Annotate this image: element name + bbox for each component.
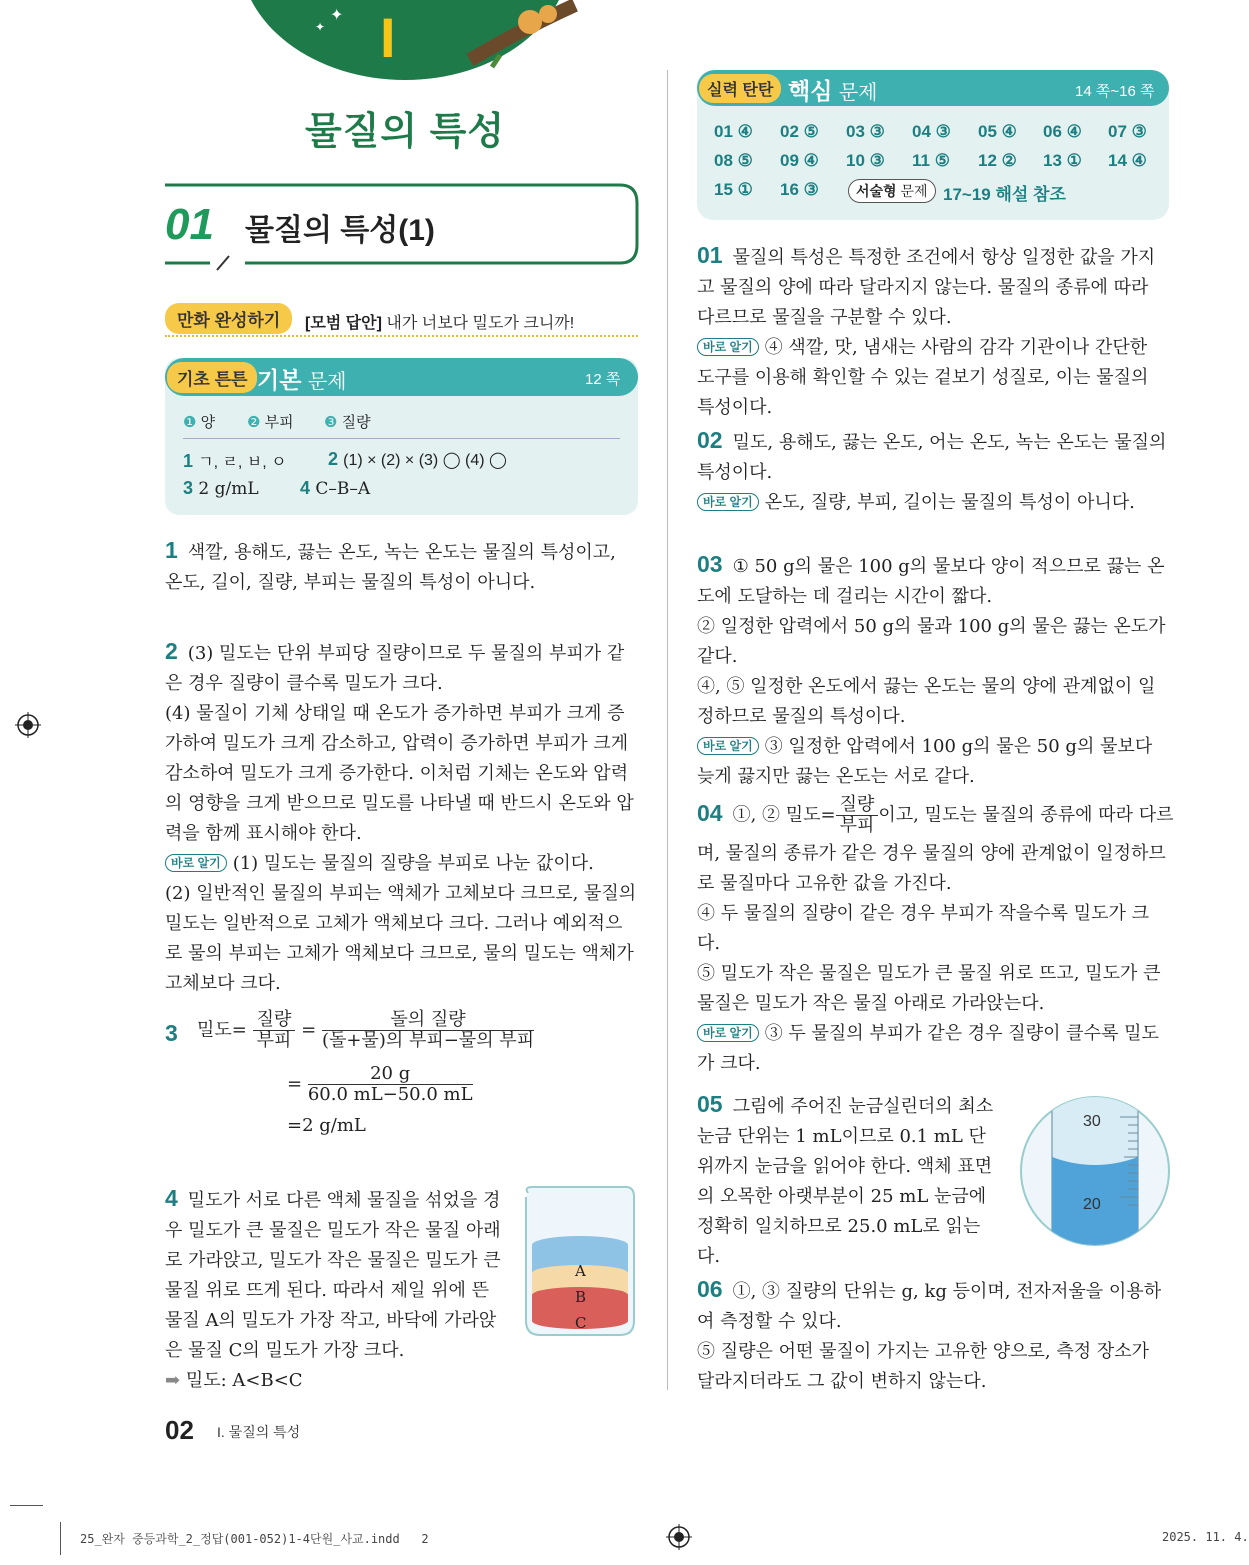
explanation-number: 05 [697, 1091, 723, 1117]
core-title-bold: 핵심 [788, 78, 833, 104]
explanation-paragraph: (2) 일반적인 물질의 부피는 액체가 고체보다 크므로, 물질의 밀도는 일반적으로 고체가 액체보다 크다. 그러나 예외적으로 물의 부피는 고체가 액체보다 크므로, 물의 밀도는 액체가 고체보다 크다. [165, 883, 637, 994]
manhwa-answer-label: [모범 답안] [305, 315, 382, 332]
fraction-top: 질량 [253, 1010, 296, 1031]
essay-badge [848, 179, 936, 203]
sparkle-icon: ✦ [315, 20, 326, 34]
explanation-number: 1 [165, 537, 178, 563]
registration-mark-icon [15, 712, 41, 738]
print-slug-file: 25_완자 중등과학_2_정답(001-052)1-4단원_사교.indd 2 [80, 1532, 429, 1546]
answer-choice: ③ [1131, 122, 1147, 141]
answer-choice: ⑤ [803, 122, 819, 141]
equation-lhs: 밀도= [197, 1019, 247, 1041]
answer-number: 13 [1043, 151, 1062, 170]
tip-text: ③ 일정한 압력에서 100 g의 물은 50 g의 물보다 늦게 끓지만 끓는 온도는 서로 같다. [697, 736, 1153, 787]
blank-mark: ❷ [247, 414, 261, 431]
manhwa-answer-text: 내가 너보다 밀도가 크니까! [386, 315, 575, 332]
scale-label: 20 [1083, 1196, 1101, 1213]
explanation-number: 04 [697, 799, 723, 826]
answer-number: 07 [1108, 122, 1127, 141]
answer-number: 08 [714, 151, 733, 170]
core-answer [1108, 151, 1147, 171]
explanation-05 [697, 1089, 1002, 1272]
explanation-paragraph [165, 636, 638, 699]
unit-title: 물질의 특성 [305, 111, 506, 153]
arrow-icon: ➡ [165, 1370, 181, 1391]
equation-result: =2 g/mL [287, 1115, 366, 1136]
branch-illustration [460, 0, 580, 75]
explanation-text: (3) 밀도는 단위 부피당 질량이므로 두 물질의 부피가 같은 경우 질량이 클수록 밀도가 크다. [165, 643, 625, 694]
core-answer [1043, 151, 1082, 171]
blank-mark: ❸ [324, 414, 338, 431]
fraction-bottom: (돌+물)의 부피−물의 부피 [321, 1030, 535, 1051]
basic-pages: 12 쪽 [585, 371, 621, 388]
core-answer [714, 151, 753, 171]
explanation-number: 2 [165, 638, 178, 664]
crop-mark [60, 1522, 61, 1555]
fraction-bottom: 부피 [839, 815, 875, 836]
core-answer [1108, 122, 1147, 142]
basic-answer [328, 449, 507, 470]
answer-number: 2 [328, 449, 339, 469]
explanation-text: 밀도, 용해도, 끓는 온도, 어는 온도, 녹는 온도는 물질의 특성이다. [697, 432, 1167, 483]
basic-title-bold: 기본 [257, 367, 302, 393]
explanation-number: 01 [697, 242, 723, 268]
explanation-4 [165, 1183, 505, 1396]
explanation-2 [165, 636, 638, 999]
tip-line [697, 488, 1169, 518]
blank-item [247, 411, 294, 432]
basic-badge: 기초 튼튼 [167, 362, 257, 393]
registration-mark-icon [666, 1524, 692, 1550]
answer-text: C–B–A [315, 479, 371, 499]
tip-tag: 바로 알기 [165, 854, 227, 872]
explanation-text: 물질의 특성은 특정한 조건에서 항상 일정한 값을 가지고 물질의 양에 따라 달라지지 않는다. 물질의 종류에 따라 다르므로 물질을 구분할 수 있다. [697, 247, 1156, 328]
page-label: I. 물질의 특성 [217, 1424, 301, 1440]
layer-label: C [575, 1314, 587, 1332]
answer-number: 10 [846, 151, 865, 170]
explanation-1 [165, 535, 638, 598]
explanation-04 [697, 794, 1174, 1079]
explanation-paragraph: ⑤ 밀도가 작은 물질은 밀도가 큰 물질 위로 뜨고, 밀도가 큰 물질은 밀도가 작은 물질 아래로 가라앉는다. [697, 963, 1161, 1014]
layer-label: A [575, 1262, 586, 1280]
core-badge: 실력 탄탄 [699, 74, 781, 103]
explanation-paragraph: ④ 두 물질의 질량이 같은 경우 부피가 작을수록 밀도가 크다. [697, 903, 1150, 954]
column-divider [667, 70, 668, 1390]
manhwa-answer [305, 310, 574, 333]
basic-title [257, 362, 346, 395]
tip-text: 온도, 질량, 부피, 길이는 물질의 특성이 아니다. [764, 492, 1135, 513]
basic-answer [300, 478, 370, 499]
manhwa-badge: 만화 완성하기 [165, 303, 292, 334]
blank-text: 양 [200, 414, 216, 431]
essay-badge-bold: 서술형 [856, 183, 897, 199]
tip-text: ④ 색깔, 맛, 냄새는 사람의 감각 기관이나 간단한 도구를 이용해 확인할 수 있는 겉보기 성질로, 이는 물질의 특성이다. [697, 337, 1149, 418]
answer-number: 4 [300, 478, 311, 498]
explanation-paragraph: 며, 물질의 종류가 같은 경우 물질의 양에 관계없이 일정하므로 물질마다 고유한 값을 가진다. [697, 843, 1166, 894]
page-number: 02 [165, 1415, 194, 1445]
tip-tag: 바로 알기 [697, 1024, 759, 1042]
explanation-paragraph: ⑤ 질량은 어떤 물질이 가지는 고유한 양으로, 측정 장소가 달라지더라도 그 값이 변하지 않는다. [697, 1341, 1150, 1392]
fraction [253, 1010, 296, 1051]
explanation-text: ①, ② 밀도= [732, 804, 836, 826]
explanation-text: ① 50 g의 물은 100 g의 물보다 양이 적으므로 끓는 온도에 도달하는 데 걸리는 시간이 짧다. [697, 556, 1165, 607]
explanation-number: 03 [697, 551, 723, 577]
answer-choice: ③ [869, 151, 885, 170]
answer-number: 11 [912, 151, 930, 170]
equals: = [301, 1019, 317, 1041]
core-answer [1043, 122, 1082, 142]
blank-text: 질량 [341, 414, 371, 431]
tip-tag: 바로 알기 [697, 338, 759, 356]
explanation-01 [697, 240, 1169, 423]
blank-item [183, 411, 215, 432]
explanation-number: 3 [165, 1020, 178, 1046]
answer-choice: ③ [935, 122, 951, 141]
section-number: 01 [165, 200, 214, 249]
unit-numeral: I [380, 6, 396, 69]
section-title: 물질의 특성(1) [245, 214, 435, 247]
fraction [836, 795, 879, 836]
answer-number: 05 [978, 122, 997, 141]
blank-item [324, 411, 371, 432]
answer-choice: ④ [1131, 151, 1147, 170]
basic-answer [183, 478, 259, 499]
core-answer [846, 151, 885, 171]
answer-number: 02 [780, 122, 799, 141]
explanation-paragraph: ④, ⑤ 일정한 온도에서 끓는 온도는 물의 양에 관계없이 일정하므로 물질의 특성이다. [697, 676, 1156, 727]
fraction [308, 1064, 473, 1105]
explanation-paragraph [697, 794, 1174, 839]
answer-choice: ④ [1066, 122, 1082, 141]
answer-text: 2 g/mL [198, 479, 259, 499]
answer-choice: ④ [803, 151, 819, 170]
answer-choice: ① [1066, 151, 1082, 170]
answer-number: 04 [912, 122, 931, 141]
answer-number: 16 [780, 180, 799, 199]
basic-answer [183, 449, 287, 472]
equation-line-2 [287, 1064, 473, 1105]
fraction-top: 돌의 질량 [322, 1010, 534, 1031]
scale-label: 30 [1083, 1113, 1101, 1130]
explanation-06 [697, 1274, 1169, 1397]
dotted-divider [165, 335, 638, 337]
answer-number: 01 [714, 122, 733, 141]
fraction [322, 1010, 534, 1051]
core-pages: 14 쪽~16 쪽 [1075, 83, 1155, 100]
explanation-paragraph [697, 1274, 1169, 1337]
explanation-number: 02 [697, 427, 723, 453]
fraction-bottom: 60.0 mL−50.0 mL [307, 1084, 473, 1105]
answer-number: 12 [978, 151, 997, 170]
layer-label: B [575, 1288, 587, 1306]
answer-choice: ① [737, 180, 753, 199]
tip-line [165, 849, 638, 879]
explanation-number: 06 [697, 1276, 723, 1302]
blank-mark: ❶ [183, 414, 197, 431]
basic-title-rest: 문제 [307, 371, 347, 393]
explanation-text: 밀도가 서로 다른 액체 물질을 섞었을 경우 밀도가 큰 물질은 밀도가 작은 물질 아래로 가라앉고, 밀도가 작은 물질은 밀도가 큰 물질 위로 뜨게 된다. 따라서 제일 위에 뜬 물질 A의 밀도가 가장 작고, 바닥에 가라앉은 물질 C의 밀도가 가장 크다. [165, 1190, 501, 1361]
core-answer [714, 180, 753, 200]
core-title-rest: 문제 [838, 82, 878, 104]
core-answer [978, 122, 1017, 142]
fraction-bottom: 부피 [256, 1030, 292, 1051]
core-answer [912, 122, 951, 142]
answer-number: 03 [846, 122, 865, 141]
answer-number: 15 [714, 180, 733, 199]
explanation-02 [697, 425, 1169, 518]
core-title [788, 73, 877, 106]
explanation-text: ①, ③ 질량의 단위는 g, kg 등이며, 전자저울을 이용하여 측정할 수 있다. [697, 1281, 1162, 1332]
core-answer [978, 151, 1017, 171]
print-slug-date: 2025. 11. 4. [1162, 1530, 1249, 1544]
answer-number: 3 [183, 478, 194, 498]
answer-number: 06 [1043, 122, 1062, 141]
tip-tag: 바로 알기 [697, 737, 759, 755]
core-answer [714, 122, 753, 142]
answer-choice: ④ [1001, 122, 1017, 141]
answer-number: 09 [780, 151, 799, 170]
explanation-paragraph: (4) 물질이 기체 상태일 때 온도가 증가하면 부피가 크게 증가하여 밀도가 크게 감소하고, 압력이 증가하면 부피가 크게 감소하여 밀도가 크게 증가한다. 이처럼 기체는 온도와 압력의 영향을 크게 받으므로 밀도를 나타낼 때 반드시 온도와 압력을 함께 표시해야 한다. [165, 703, 634, 844]
explanation-text: 그림에 주어진 눈금실린더의 최소 눈금 단위는 1 mL이므로 0.1 mL 단위까지 눈금을 읽어야 한다. 액체 표면의 오목한 아랫부분이 25 mL 눈금에 정확히 일치하므로 25.0 mL로 읽는다. [697, 1096, 994, 1267]
basic-divider [183, 438, 620, 439]
core-answer [780, 122, 819, 142]
answer-text: ㄱ, ㄹ, ㅂ, ㅇ [198, 454, 287, 471]
explanation-paragraph: ② 일정한 압력에서 50 g의 물과 100 g의 물은 끓는 온도가 같다. [697, 616, 1166, 667]
answer-choice: ③ [869, 122, 885, 141]
equals: = [287, 1073, 303, 1095]
equation-line-1 [197, 1010, 534, 1051]
fraction-top: 질량 [836, 795, 879, 816]
conclusion [165, 1366, 505, 1396]
answer-text: (1) × (2) × (3) ◯ (4) ◯ [343, 452, 507, 469]
sparkle-icon: ✦ [330, 5, 344, 24]
answer-choice: ② [1001, 151, 1017, 170]
blank-text: 부피 [264, 414, 294, 431]
tip-text: ③ 두 물질의 부피가 같은 경우 질량이 클수록 밀도가 크다. [697, 1023, 1159, 1074]
core-answer [912, 151, 950, 171]
explanation-paragraph [697, 549, 1169, 612]
tip-tag: 바로 알기 [697, 493, 759, 511]
conclusion-text: 밀도: A<B<C [185, 1370, 303, 1391]
core-answer [780, 180, 819, 200]
explanation-text: 색깔, 용해도, 끓는 온도, 녹는 온도는 물질의 특성이고, 온도, 길이, 질량, 부피는 물질의 특성이 아니다. [165, 542, 616, 593]
essay-text: 17~19 해설 참조 [943, 185, 1066, 204]
tip-line [697, 732, 1169, 792]
essay-badge-rest: 문제 [900, 183, 928, 199]
core-answer [846, 122, 885, 142]
core-answer [780, 151, 819, 171]
answer-choice: ⑤ [934, 151, 950, 170]
explanation-03 [697, 549, 1169, 792]
tip-line [697, 333, 1169, 423]
answer-number: 1 [183, 451, 194, 471]
explanation-number: 4 [165, 1185, 178, 1211]
tip-line [697, 1019, 1169, 1079]
fraction-top: 20 g [308, 1064, 473, 1085]
tip-text: (1) 밀도는 물질의 질량을 부피로 나눈 값이다. [232, 853, 594, 874]
answer-choice: ④ [737, 122, 753, 141]
explanation-text: 이고, 밀도는 물질의 종류에 따라 다르 [878, 804, 1174, 826]
crop-mark [10, 1505, 43, 1506]
answer-choice: ③ [803, 180, 819, 199]
answer-choice: ⑤ [737, 151, 753, 170]
answer-number: 14 [1108, 151, 1127, 170]
